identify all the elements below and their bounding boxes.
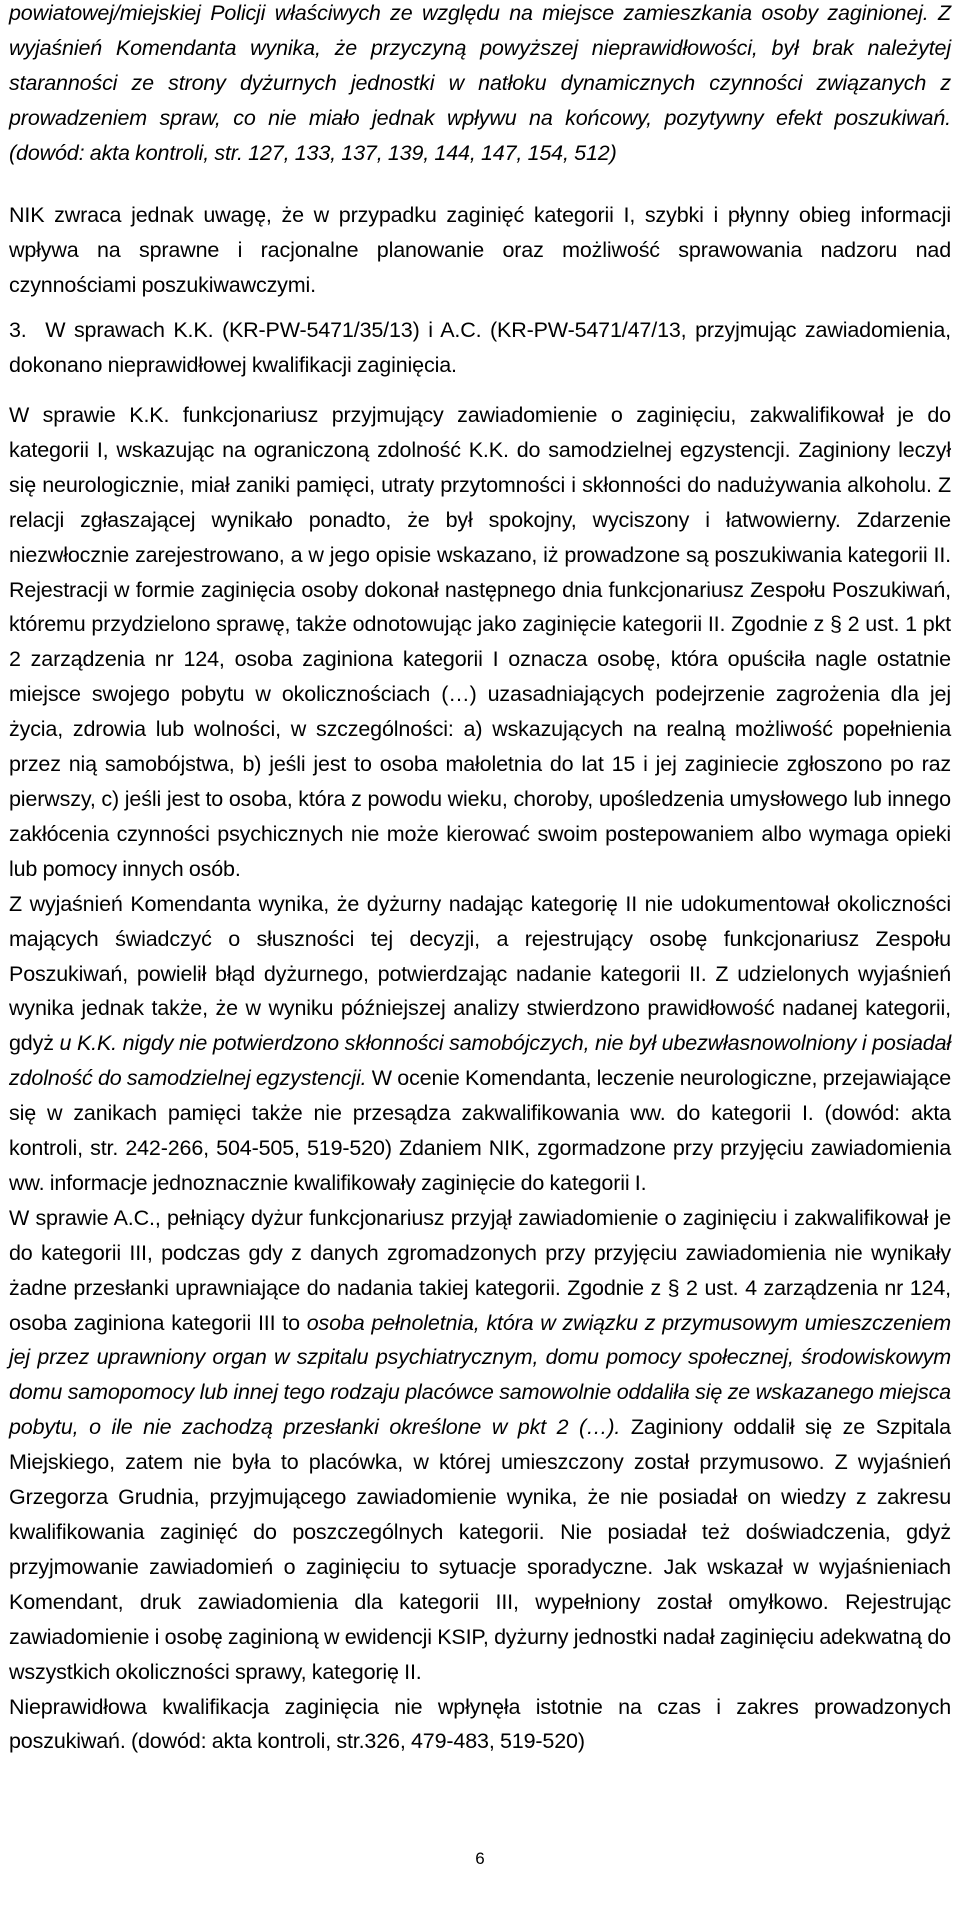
item-3-number: 3. xyxy=(9,318,27,342)
text-block-item-3 xyxy=(9,313,951,383)
page-number: 6 xyxy=(475,1849,485,1868)
paragraph-case-kk: W sprawie K.K. funkcjonariusz przyjmujący zawiadomienie o zaginięciu, zakwalifikował je do kategorii I, wskazując na ograniczoną zdolność K.K. do samodzielnej egzystencji. Zaginiony leczył się neurologicznie, miał zaniki pamięci, utraty przytomności i skłonności do nadużywania alkoholu. Z relacji zgłaszającej wynikało ponadto, że był spokojny, wyciszony i łatwowierny. Zdarzenie niezwłocznie zarejestrowano, a w jego opisie wskazano, iż prowadzone są poszukiwania kategorii II. Rejestracji w formie zaginięcia osoby dokonał następnego dnia funkcjonariusz Zespołu Poszukiwań, któremu przydzielono sprawę, także odnotowując jako zaginięcie kategorii II. Zgodnie z § 2 ust. 1 pkt 2 zarządzenia nr 124, osoba zaginiona kategorii I oznacza osobę, która opuściła nagle ostatnie miejsce swojego pobytu w okolicznościach (…) uzasadniających podejrzenie zagrożenia dla jej życia, zdrowia lub wolności, w szczególności: a) wskazujących na realną możliwość popełnienia przez nią samobójstwa, b) jeśli jest to osoba małoletnia do lat 15 i jej zaginiecie zgłoszono po raz pierwszy, c) jeśli jest to osoba, która z powodu wieku, choroby, upośledzenia umysłowego lub innego zakłócenia czynności psychicznych nie może kierować swoim postepowaniem albo wymaga opieki lub pomocy innych osób. xyxy=(9,403,951,881)
text-block-nik-note xyxy=(9,198,951,303)
text-block-main xyxy=(9,398,951,1759)
explanation-end: W ocenie Komendanta, leczenie neurologiczne, przejawiające się w zanikach pamięci także nie przesądza zakwalifikowania ww. do kategorii I. (dowód: akta kontroli, str. 242-266, 504-505, 519-520) Zdaniem NIK, zgormadzone przy przyjęciu zawiadomienia ww. informacje jednoznacznie kwalifikowały zaginięcie do kategorii I. xyxy=(9,1066,952,1195)
case-ac-start: W sprawie A.C., pełniący dyżur funkcjonariusz przyjął zawiadomienie o zaginięciu i zakwalifikował je do kategorii III, podczas gdy z danych zgromadzonych przy przyjęciu zawiadomienia nie wynikały żadne przesłanki uprawniające do nadania takiej kategorii. Zgodnie z § 2 ust. 4 zarządzenia nr 124, osoba zaginiona kategorii III to xyxy=(9,1205,951,1335)
paragraph-intro-italic: powiatowej/miejskiej Policji właściwych ze względu na miejsce zamieszkania osoby zaginionej. xyxy=(9,1,939,25)
case-ac-end: Zaginiony oddalił się ze Szpitala Miejskiego, zatem nie była to placówka, w której umieszczony został przymusowo. Z wyjaśnień Grzegorza Grudnia, przyjmującego zawiadomienie wynika, że nie posiadał on wiedzy z zakresu kwalifikowania zaginięć do poszczególnych kategorii. Nie posiadał też doświadczenia, gdyż przyjmowanie zawiadomień o zaginięciu to sytuacje sporadyczne. Jak wskazał w wyjaśnieniach Komendant, druk zawiadomienia dla kategorii III, wypełniony został omyłkowo. Rejestrując zawiadomienie i osobę zaginioną w ewidencji KSIP, dyżurny jednostki nadał zaginięciu adekwatną do wszystkich okoliczności sprawy, kategorię II. xyxy=(9,1415,951,1684)
item-3-text: W sprawach K.K. (KR-PW-5471/35/13) i A.C. (KR-PW-5471/47/13, przyjmując zawiadomienia, dokonano nieprawidłowej kwalifikacji zaginięcia. xyxy=(9,318,952,377)
paragraph-nik-note: NIK zwraca jednak uwagę, że w przypadku zaginięć kategorii I, szybki i płynny obieg informacji wpływa na sprawne i racjonalne planowanie oraz możliwość sprawowania nadzoru nad czynnościami poszukiwawczymi. xyxy=(9,203,951,297)
enumerated-item-3 xyxy=(9,313,951,383)
explanation-start: Z wyjaśnień Komendanta wynika, że dyżurny nadając kategorię II nie udokumentował okoliczności mających świadczyć o słuszności tej decyzji, a rejestrujący osobę funkcjonariusz Zespołu Poszukiwań, powielił błąd dyżurnego, potwierdzając nadanie kategorii II. Z udzielonych wyjaśnień wynika jednak także, że w wyniku późniejszej analizy stwierdzono prawidłowość nadanej kategorii, gdyż xyxy=(9,891,951,1056)
paragraph-intro-italic-rest: Z wyjaśnień Komendanta wynika, że przyczyną powyższej nieprawidłowości, był brak należytej staranności ze strony dyżurnych jednostki w natłoku dynamicznych czynności związanych z prowadzeniem spraw, co nie miało jednak wpływu na końcowy, pozytywny efekt poszukiwań. (dowód: akta kontroli, str. 127, 133, 137, 139, 144, 147, 154, 512) xyxy=(9,1,951,165)
paragraph-case-ac xyxy=(9,1201,951,1690)
paragraph-commandant-explanation xyxy=(9,887,951,1201)
paragraph-conclusion: Nieprawidłowa kwalifikacja zaginięcia nie wpłynęła istotnie na czas i zakres prowadzonych poszukiwań. (dowód: akta kontroli, str.326, 479-483, 519-520) xyxy=(9,1694,951,1754)
case-ac-italic: osoba pełnoletnia, która w związku z przymusowym umieszczeniem jej przez uprawniony organ w szpitalu psychiatrycznym, domu pomocy społecznej, środowiskowym domu samopomocy lub innej tego rodzaju placówce samowolnie oddaliła się ze wskazanego miejsca pobytu, o ile nie zachodzą przesłanki określone w pkt 2 (…). xyxy=(9,1310,951,1440)
text-block-intro xyxy=(9,0,951,171)
paragraph-intro xyxy=(9,0,951,171)
explanation-italic: u K.K. nigdy nie potwierdzono skłonności samobójczych, nie był ubezwłasnowolniony i posiadał zdolność do samodzielnej egzystencji. xyxy=(9,1031,952,1091)
